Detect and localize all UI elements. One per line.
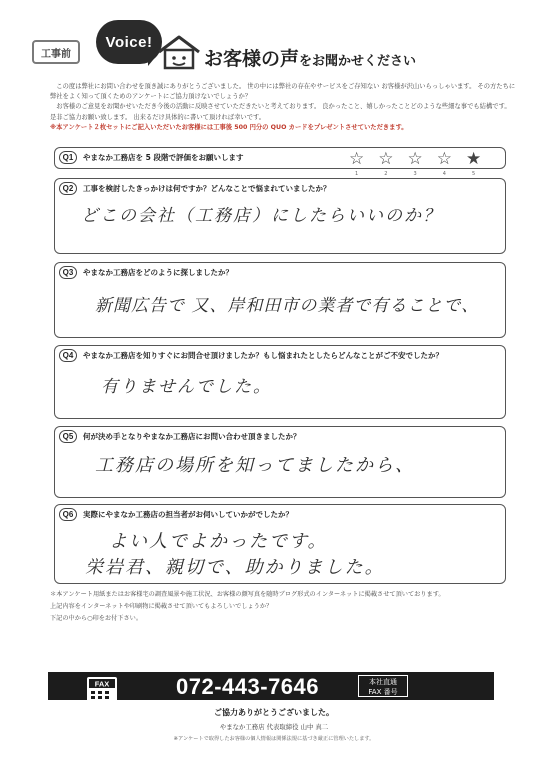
question-number: Q1 (59, 151, 77, 164)
consent-note-3: 下記の中から○印をお付下さい。 (50, 615, 143, 622)
handwritten-answer: 有りませんでした。 (101, 377, 272, 397)
thanks-message: ご協力ありがとうございました。 (214, 708, 334, 717)
intro-paragraph-1: この度は弊社にお問い合わせを頂き誠にありがとうございました。 世の中には弊社の存在やサービスをご存知ない お客様が沢山いらっしゃいます。 その方たちに弊社をよく知って頂くためのアンケートにご協力頂けないでしょうか？ (50, 83, 516, 101)
fax-label-line-1: 本社直通 (369, 678, 397, 686)
handwritten-answer-line-1: よい人でよかったです。 (109, 531, 328, 552)
publication-consent-notes (50, 589, 520, 625)
fax-machine-icon (86, 676, 120, 704)
fax-label-line-2: FAX 番号 (368, 688, 398, 696)
stage-badge: 工事前 (32, 40, 80, 64)
star-icon[interactable]: ☆ 2 (378, 149, 394, 177)
page-title-sub: をお聞かせください (299, 54, 417, 69)
house-icon (156, 34, 202, 70)
question-text: 工事を検討したきっかけは何ですか？どんなことで悩まれていましたか？ (83, 184, 331, 193)
star-filled-icon[interactable]: ★ 5 (466, 149, 482, 177)
question-number: Q6 (59, 508, 77, 521)
question-card-q1 (54, 147, 506, 177)
handwritten-answer: 工務店の場所を知ってましたから、 (95, 455, 415, 476)
question-card-q3 (54, 262, 506, 338)
fax-icon-label: FAX (94, 679, 110, 689)
star-icon[interactable]: ☆ 3 (407, 149, 423, 177)
page-title-main: お客様の声 (204, 48, 300, 70)
company-signature: やまなか工務店 代表取締役 山中 真二 (219, 723, 329, 731)
intro-paragraph-2: お客様のご意見をお聞かせいただき今後の活動に反映させていただきたいと考えております。 良かったこと、嬉しかったことどのような些細な事でも結構です。 是非ご協力お願い致します。 出来るだけ具体的に書いて頂ければ幸いです。 (50, 103, 511, 121)
rating-stars (349, 149, 482, 177)
handwritten-answer-line-2: 栄岩君、親切で、助かりました。 (85, 557, 385, 578)
intro-text (50, 82, 516, 133)
campaign-note: ※本アンケート２枚セットにご記入いただいたお客様には工事後 500 円分の QUO カードをプレゼントさせていただきます。 (50, 123, 408, 131)
question-card-q4 (54, 345, 506, 419)
handwritten-answer: 新聞広告で 又、岸和田市の業者で有ることで、 (95, 296, 480, 316)
question-number: Q2 (59, 182, 77, 195)
star-icon[interactable]: ☆ 4 (436, 149, 452, 177)
question-text: 実際にやまなか工務店の担当者がお伺いしていかがでしたか？ (83, 510, 293, 519)
fax-label (358, 675, 408, 697)
privacy-note: ※アンケートで取得したお客様の個人情報は関係法規に基づき厳正に管理いたします。 (173, 736, 375, 742)
consent-note-2: 上記内容をインターネットや印刷物に掲載させて頂いてもよろしいでしょうか？ (50, 603, 273, 610)
question-card-q2 (54, 178, 506, 254)
question-text: やまなか工務店を 5 段階で評価をお願いします (83, 153, 244, 162)
question-card-q5 (54, 426, 506, 498)
question-number: Q5 (59, 430, 77, 443)
question-number: Q4 (59, 349, 77, 362)
question-number: Q3 (59, 266, 77, 279)
page-title (204, 44, 416, 71)
question-text: やまなか工務店をどのように探しましたか？ (83, 268, 233, 277)
star-icon[interactable]: ☆ 1 (349, 149, 365, 177)
consent-note-1: ＊本アンケート用紙またはお客様宅の調査風景や施工状況、お客様の顔写真を随時ブログ形式のインターネットに掲載させて頂いております。 (50, 591, 445, 598)
survey-sheet (8, 6, 540, 762)
question-text: やまなか工務店を知りすぐにお問合せ頂けましたか？もし悩まれたとしたらどんなことがご不安でしたか？ (83, 351, 443, 360)
question-text: 何が決め手となりやまなか工務店にお問い合わせ頂きましたか？ (83, 432, 301, 441)
question-card-q6 (54, 504, 506, 584)
handwritten-answer: どこの会社（工務店）にしたらいいのか？ (81, 206, 442, 226)
fax-number: 072-443-7646 (176, 674, 320, 699)
voice-bubble: Voice! (96, 20, 162, 64)
